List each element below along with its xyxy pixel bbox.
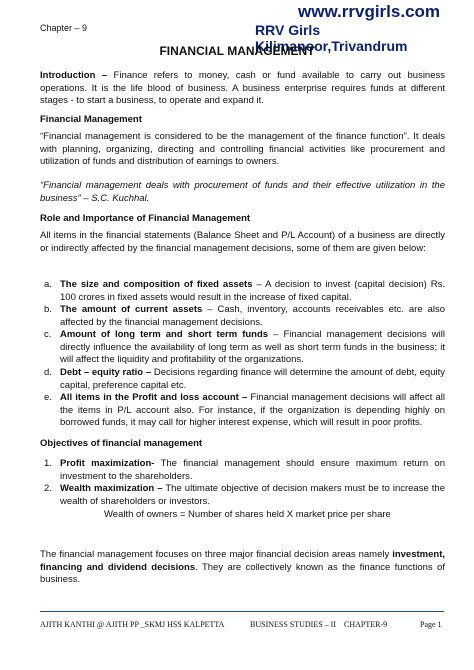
footer-chapter: CHAPTER-9 <box>344 620 388 629</box>
closing-text: The financial management focuses on three major financial decision areas namely <box>40 549 393 560</box>
objective-text: The financial management should ensure maximum return on investment to the shareholders. <box>60 458 445 482</box>
closing-bold: investment, financing and dividend decisions <box>40 549 445 573</box>
watermark-url: www.rrvgirls.com <box>298 2 441 21</box>
role-item-marker: c. <box>44 329 52 340</box>
role-item-label: The amount of current assets <box>60 304 203 315</box>
objective-wealth <box>60 483 445 508</box>
watermark-school: RRV Girls Kilimanoor,Trivandrum <box>255 22 408 54</box>
footer-divider <box>40 611 444 612</box>
objective-label: Profit maximization- <box>60 458 155 469</box>
objective-label: Wealth maximization – <box>60 483 163 494</box>
role-item-text: – A decision to invest (capital decision) Rs. 100 crores in fixed assets would result in the increase of fixed capital. <box>60 279 445 303</box>
role-intro: All items in the financial statements (Balance Sheet and P/L Account) of a business are directly or indirectly affected by the financial management decisions, some of them are given below: <box>40 230 445 254</box>
role-item-label: Amount of long term and short term funds <box>60 329 269 340</box>
role-item-text: – Financial management decisions will directly influence the availability of long term as well as short term funds in the business; it will affect the liquidity and profitability of the organizations. <box>60 329 445 365</box>
role-item-marker: d. <box>44 367 52 378</box>
role-item-text: – Cash, inventory, accounts receivables etc. are also affected by the financial management decisions. <box>60 304 446 328</box>
role-item-fixed-assets <box>60 279 445 304</box>
wealth-formula: Wealth of owners = Number of shares held X market price per share <box>104 509 391 520</box>
role-heading: Role and Importance of Financial Management <box>40 213 251 224</box>
objectives-heading: Objectives of financial management <box>40 438 203 449</box>
role-item-label: The size and composition of fixed assets <box>60 279 253 290</box>
role-item-profit-loss <box>60 392 445 430</box>
role-item-marker: e. <box>44 392 52 403</box>
objective-marker: 2. <box>44 483 52 494</box>
objective-marker: 1. <box>44 458 52 469</box>
role-item-text: Decisions regarding finance will determine the amount of debt, equity capital, preference capital etc. <box>60 367 445 391</box>
objective-text: The ultimate objective of decision makers must be to increase the wealth of shareholders or investors. <box>60 483 445 507</box>
role-item-marker: b. <box>44 304 52 315</box>
footer-author: AJITH KANTHI @ AJITH PP _SKMJ HSS KALPETTA <box>40 620 225 629</box>
intro-paragraph <box>40 70 445 108</box>
role-item-text: Financial management decisions will affect all the items in P/L account also. For instance, if the organization is depending highly on borrowed funds, it may call for higher interest expense, which will result in poor profits. <box>60 392 446 428</box>
fm-heading: Financial Management <box>40 114 142 125</box>
role-item-label: All items in the Profit and loss account – <box>60 392 248 403</box>
objective-profit <box>60 458 445 483</box>
role-item-funds <box>60 329 445 367</box>
fm-quote: “Financial management deals with procurement of funds and their effective utilization in the business” – S.C. Kuchhal. <box>40 180 445 204</box>
closing-paragraph <box>40 549 445 587</box>
closing-text: . They are collectively known as the finance functions of business. <box>40 561 445 585</box>
footer-page-number: Page 1 <box>420 620 442 629</box>
fm-definition: “Financial management is considered to be the management of the finance function”. It deals with planning, organizing, directing and controlling financial activities like procurement and utilization of funds and distribution of earnings to owners. <box>40 131 445 167</box>
intro-label: Introduction – <box>40 70 108 81</box>
intro-text: Finance refers to money, cash or fund available to carry out business operations. It is the life blood of business. A business enterprise requires funds at different stages - to start a business, to operate and expand it. <box>40 70 445 106</box>
chapter-label: Chapter – 9 <box>40 23 88 33</box>
role-item-label: Debt – equity ratio – <box>60 367 152 378</box>
page-title: FINANCIAL MANAGEMENT <box>159 44 315 58</box>
role-item-debt-equity <box>60 367 445 392</box>
role-item-current-assets <box>60 304 445 329</box>
role-item-marker: a. <box>44 279 52 290</box>
footer-subject: BUSINESS STUDIES – II <box>250 620 337 629</box>
